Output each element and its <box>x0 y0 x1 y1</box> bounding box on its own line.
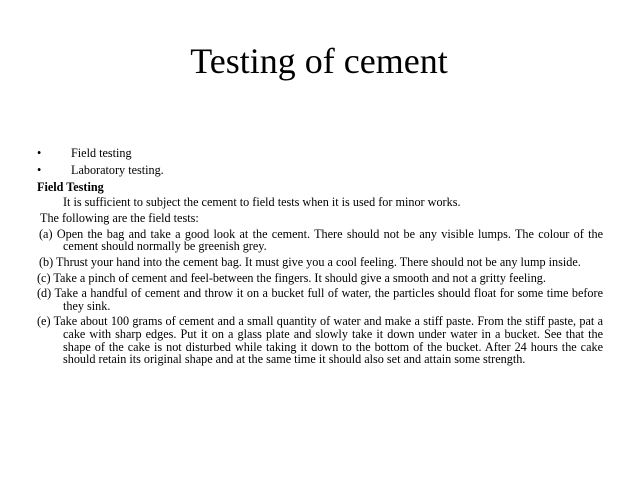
bullet-dot-icon: • <box>37 163 42 177</box>
slide-title: Testing of cement <box>190 41 448 81</box>
bullet-text: Field testing <box>71 146 132 160</box>
field-test-item-c: (c) Take a pinch of cement and feel-between the fingers. It should give a smooth and not a gritty feeling. <box>37 270 546 285</box>
field-test-item-e: (e) Take about 100 grams of cement and a small quantity of water and make a stiff paste. From the stiff paste, pat a cake with sharp edges. Put it on a glass plate and slowly take it down under water in a bucket. See that the shape of the cake is not disturbed while taking it down to the bottom of the bucket. After 24 hours the cake should retain its original shape and at the same time it should also set and attain some strength. <box>37 314 603 367</box>
intro-paragraph: It is sufficient to subject the cement to field tests when it is used for minor works. <box>63 194 461 209</box>
section-heading: Field Testing <box>37 180 104 194</box>
slide-body <box>37 147 603 366</box>
field-test-item-d: (d) Take a handful of cement and throw it on a bucket full of water, the particles should float for some time before they sink. <box>37 286 603 313</box>
bullet-item-field-testing <box>37 147 603 164</box>
field-test-item-b: (b) Thrust your hand into the cement bag. It must give you a cool feeling. There should not be any lump inside. <box>39 254 581 269</box>
field-tests-lead: The following are the field tests: <box>40 211 199 226</box>
bullet-text: Laboratory testing. <box>71 163 164 177</box>
field-test-item-a: (a) Open the bag and take a good look at the cement. There should not be any visible lumps. The colour of the cement should normally be greenish grey. <box>39 226 603 254</box>
bullet-item-laboratory-testing <box>37 164 603 181</box>
bullet-dot-icon: • <box>37 146 42 160</box>
